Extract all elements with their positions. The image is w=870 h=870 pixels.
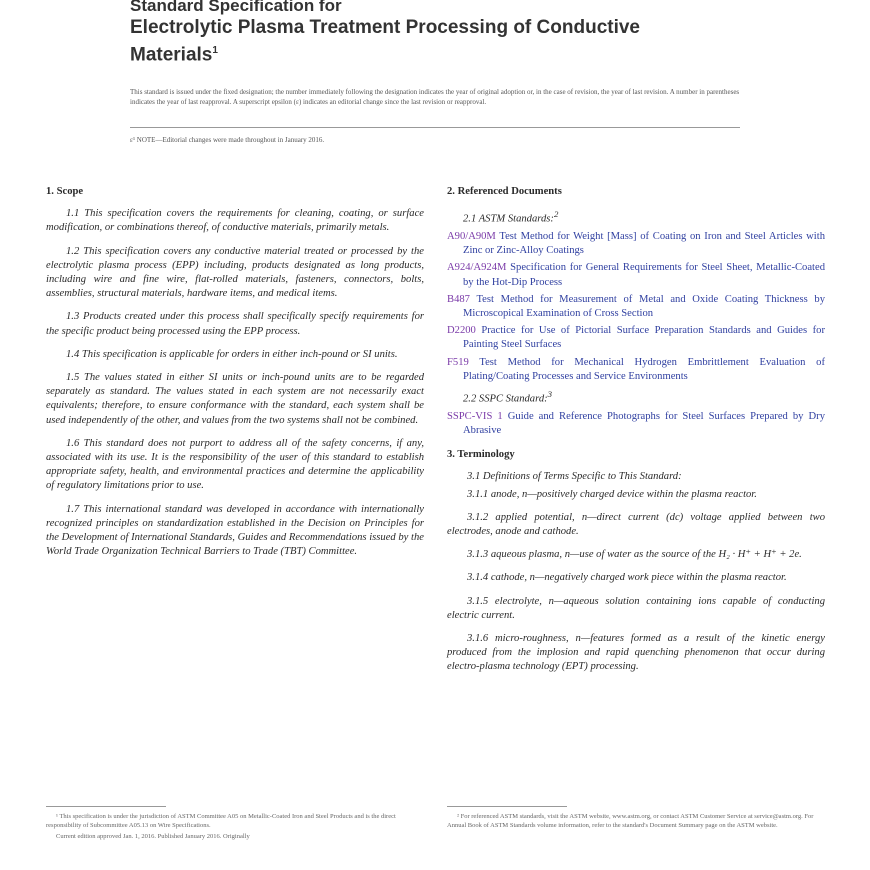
footnotes-right <box>447 813 825 833</box>
footnote-1-continued: Current edition approved Jan. 1, 2016. Published January 2016. Originally <box>56 833 250 841</box>
astm-standards-text: 2.1 ASTM Standards: <box>463 213 554 225</box>
title-line-2: Electrolytic Plasma Treatment Processing of Conductive <box>130 17 640 38</box>
reference-item <box>447 261 825 289</box>
title-line-1: Standard Specification for <box>130 0 342 15</box>
paragraph-1-2: 1.2 This specification covers any conductive material treated or processed by the electrolytic plasma process (EPP) including, products designated as long products, including wire and fine wire, flat-rolled materials, fasteners, connectors, bolts, assemblies, structural materials, hardware items, and medical items. <box>46 245 424 300</box>
footnotes-left <box>46 813 424 845</box>
paragraph-1-4: 1.4 This specification is applicable for orders in either inch-pound or SI units. <box>66 348 398 360</box>
reference-item <box>447 293 825 321</box>
terminology-3-1-4: 3.1.4 cathode, n—negatively charged work piece within the plasma reactor. <box>467 572 787 584</box>
footnote-1: ¹ This specification is under the jurisdiction of ASTM Committee A05 on Metallic-Coated Iron and Steel Products and is the direct responsibility of Subcommittee A05.13 on Wire Specifications. <box>46 813 396 829</box>
scope-heading: 1. Scope <box>46 186 84 197</box>
astm-footnote-mark: 2 <box>553 209 559 220</box>
terminology-3-1: 3.1 Definitions of Terms Specific to This Standard: <box>467 471 682 483</box>
astm-standards-label <box>463 207 825 227</box>
sspc-code-link[interactable]: SSPC-VIS 1 <box>447 410 503 422</box>
terminology-heading: 3. Terminology <box>447 449 515 461</box>
paragraph-1-6: 1.6 This standard does not purport to address all of the safety concerns, if any, associated with its use. It is the responsibility of the user of this standard to establish appropriate safety, health, and environmental practices and determine the applicability of regulatory limitations prior to use. <box>46 437 424 492</box>
reference-item <box>447 324 825 352</box>
paragraph-1-3: 1.3 Products created under this process shall specifically specify requirements for the specific product being processed using the EPP process. <box>46 311 424 337</box>
title-line-3 <box>130 39 750 66</box>
reference-title-link[interactable]: Practice for Use of Pictorial Surface Preparation Standards and Guides for Painting Steel Surfaces <box>463 325 825 351</box>
terminology-3-1-3: 3.1.3 aqueous plasma, n—use of water as the source of the H₂ · H⁺ + H⁺ + 2e. <box>467 549 802 561</box>
reference-title-link[interactable]: Specification for General Requirements for Steel Sheet, Metallic-Coated by the Hot-Dip Process <box>463 262 825 288</box>
editorial-note: ε¹ NOTE—Editorial changes were made throughout in January 2016. <box>130 127 740 144</box>
title-footnote-mark: 1 <box>212 45 218 56</box>
footnote-2: ² For referenced ASTM standards, visit the ASTM website, www.astm.org, or contact ASTM Customer Service at service@astm.org. For Annual Book of ASTM Standards volume information, refer to the standard's Document Summary page on the ASTM website. <box>447 813 814 829</box>
reference-code-link[interactable]: A90/A90M <box>447 230 496 242</box>
title-line-3-text: Materials <box>130 44 213 66</box>
reference-code-link[interactable]: B487 <box>447 293 470 305</box>
reference-title-link[interactable]: Test Method for Mechanical Hydrogen Embrittlement Evaluation of Plating/Coating Processes and Service Environments <box>463 356 825 382</box>
reference-code-link[interactable]: D2200 <box>447 325 476 337</box>
sspc-footnote-mark: 3 <box>547 388 553 399</box>
right-column <box>447 185 825 684</box>
left-column <box>46 185 424 568</box>
paragraph-1-5: 1.5 The values stated in either SI units or inch-pound units are to be regarded separately as standard. The values stated in each system are not necessarily exact equivalents; therefore, to ensure conformance with the standard, each system shall be used independently of the other, and values from the two systems shall not be combined. <box>46 372 424 426</box>
terminology-3-1-1: 3.1.1 anode, n—positively charged device within the plasma reactor. <box>467 488 757 500</box>
reference-title-link[interactable]: Test Method for Weight [Mass] of Coating on Iron and Steel Articles with Zinc or Zinc-Alloy Coatings <box>463 230 825 257</box>
reference-item-sspc <box>447 410 825 438</box>
designation-notice: This standard is issued under the fixed designation; the number immediately following the designation indicates the year of original adoption or, in the case of revision, the year of last revision. A number in parentheses indicates the year of last reapproval. A superscript epsilon (ε) indicates an editorial change since the last revision or reapproval. <box>130 88 740 106</box>
reference-title-link[interactable]: Test Method for Measurement of Metal and Oxide Coating Thickness by Microscopical Examination of Cross Section <box>463 293 825 319</box>
referenced-documents-heading: 2. Referenced Documents <box>447 186 562 197</box>
terminology-3-1-2: 3.1.2 applied potential, n—direct current (dc) voltage applied between two electrodes, anode and cathode. <box>447 511 825 537</box>
terminology-3-1-6: 3.1.6 micro-roughness, n—features formed as a result of the kinetic energy produced from the implosion and rapid quenching phenomenon that occur during electro-plasma technology (EPT) processing. <box>447 632 825 673</box>
sspc-standard-label <box>463 387 825 407</box>
footnote-divider-right <box>447 806 567 807</box>
paragraph-1-7: 1.7 This international standard was developed in accordance with internationally recognized principles on standardization established in the Decision on Principles for the Development of International Standards, Guides and Recommendations issued by the World Trade Organization Technical Barriers to Trade (TBT) Committee. <box>46 503 424 558</box>
sspc-title-link[interactable]: Guide and Reference Photographs for Steel Surfaces Prepared by Dry Abrasive <box>463 410 825 436</box>
paragraph-1-1: 1.1 This specification covers the requirements for cleaning, coating, or surface modification, or combinations thereof, of conductive materials, primarily metals. <box>46 208 424 234</box>
document-title <box>130 0 750 66</box>
terminology-3-1-5: 3.1.5 electrolyte, n—aqueous solution containing ions capable of conducting electric current. <box>447 595 825 621</box>
reference-code-link[interactable]: A924/A924M <box>447 262 507 274</box>
footnote-divider-left <box>46 806 166 807</box>
sspc-standard-text: 2.2 SSPC Standard: <box>463 393 548 405</box>
reference-item <box>447 356 825 384</box>
reference-item <box>447 230 825 258</box>
reference-code-link[interactable]: F519 <box>447 356 469 368</box>
